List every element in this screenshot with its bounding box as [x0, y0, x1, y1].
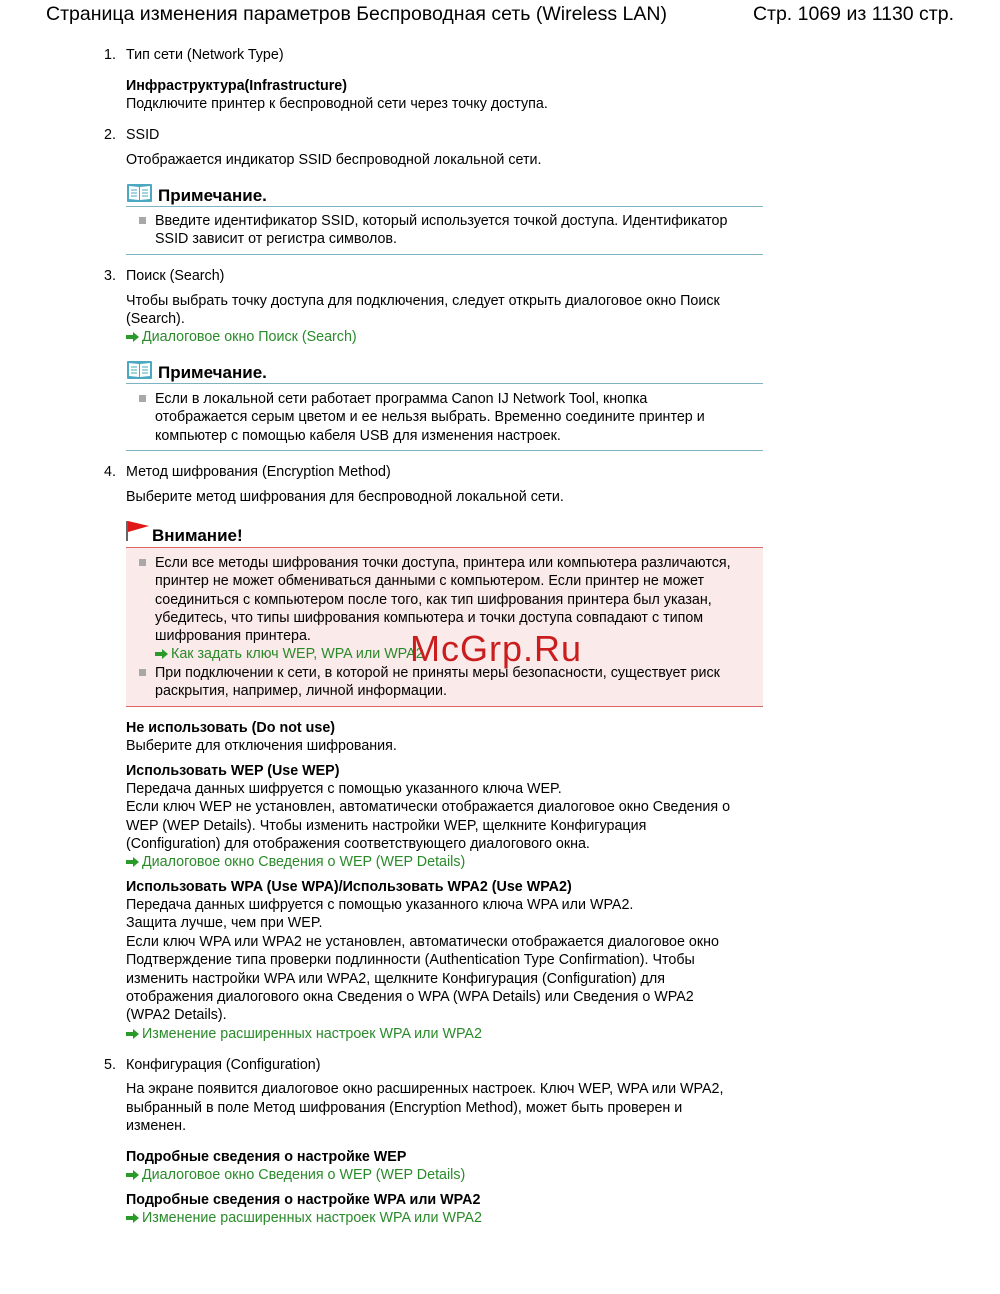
- caution-text-line: шифрования принтера.: [155, 628, 311, 644]
- item-text-line: На экране появится диалоговое окно расширенных настроек. Ключ WEP, WPA или WPA2,: [126, 1081, 724, 1097]
- item-text-line: Чтобы выбрать точку доступа для подключения, следует открыть диалоговое окно Поиск: [126, 293, 720, 309]
- option-title-use-wpa: Использовать WPA (Use WPA)/Использовать WPA2 (Use WPA2): [126, 879, 572, 895]
- option-text: (Configuration) для отображения соответствующего диалогового окна.: [126, 836, 590, 852]
- link-text: Как задать ключ WEP, WPA или WPA2: [171, 646, 424, 662]
- item-text: Отображается индикатор SSID беспроводной локальной сети.: [126, 152, 542, 168]
- note-text-line: SSID зависит от регистра символов.: [155, 231, 397, 247]
- page-title: Страница изменения параметров Беспроводная сеть (Wireless LAN): [46, 3, 667, 25]
- book-icon: [126, 360, 153, 385]
- option-text: Выберите для отключения шифрования.: [126, 738, 397, 754]
- option-text: (WPA2 Details).: [126, 1007, 227, 1023]
- bullet-icon: [139, 669, 146, 676]
- link-wep-details[interactable]: [126, 853, 465, 872]
- option-text: Если ключ WEP не установлен, автоматически отображается диалоговое окно Сведения о: [126, 799, 731, 815]
- link-text: Диалоговое окно Сведения о WEP (WEP Details): [142, 854, 466, 870]
- option-text: отображения диалогового окна Сведения о WPA (WPA Details) или Сведения о WPA2: [126, 989, 694, 1005]
- option-text: изменить настройки WPA или WPA2, щелкните Конфигурация (Configuration) для: [126, 971, 665, 987]
- item-text-line: (Search).: [126, 311, 185, 327]
- option-title-use-wep: Использовать WEP (Use WEP): [126, 763, 340, 779]
- note-heading: [126, 360, 267, 385]
- item-title-configuration: Конфигурация (Configuration): [126, 1057, 321, 1073]
- link-wep-details[interactable]: [126, 1166, 465, 1185]
- option-text: Передача данных шифруется с помощью указанного ключа WEP.: [126, 781, 562, 797]
- note-rule-bottom: [126, 450, 763, 451]
- arrow-right-icon: [126, 854, 139, 864]
- caution-heading: [126, 520, 243, 547]
- item-text: Выберите метод шифрования для беспроводной локальной сети.: [126, 489, 564, 505]
- caution-text-line: Если все методы шифрования точки доступа, принтера или компьютера различаются,: [155, 555, 731, 571]
- caution-heading-text: Внимание!: [152, 526, 243, 545]
- bullet-icon: [139, 559, 146, 566]
- details-title-wpa: Подробные сведения о настройке WPA или WPA2: [126, 1192, 481, 1208]
- note-text-line: отображается серым цветом и ее нельзя выбрать. Временно соедините принтер и: [155, 409, 705, 425]
- option-text: Передача данных шифруется с помощью указанного ключа WPA или WPA2.: [126, 897, 634, 913]
- caution-text-line: принтер не может обмениваться данными с компьютером. Если принтер не может: [155, 573, 705, 589]
- caution-text-line: раскрытия, например, личной информации.: [155, 683, 447, 699]
- note-rule-top: [126, 206, 763, 207]
- item-text-line: изменен.: [126, 1118, 187, 1134]
- item-number: 5.: [104, 1057, 116, 1073]
- option-title-do-not-use: Не использовать (Do not use): [126, 720, 336, 736]
- option-title-infrastructure: Инфраструктура(Infrastructure): [126, 78, 347, 94]
- option-text: Защита лучше, чем при WEP.: [126, 915, 323, 931]
- note-heading-text: Примечание.: [158, 363, 267, 382]
- page-counter: Стр. 1069 из 1130 стр.: [752, 3, 954, 25]
- flag-icon: [126, 520, 150, 547]
- details-title-wep: Подробные сведения о настройке WEP: [126, 1149, 407, 1165]
- bullet-icon: [139, 395, 146, 402]
- note-heading: [126, 183, 267, 208]
- arrow-right-icon: [126, 1210, 139, 1220]
- link-set-key[interactable]: [155, 645, 424, 664]
- arrow-right-icon: [126, 1167, 139, 1177]
- link-text: Изменение расширенных настроек WPA или WPA2: [142, 1026, 482, 1042]
- caution-text-line: При подключении к сети, в которой не приняты меры безопасности, существует риск: [155, 665, 720, 681]
- arrow-right-icon: [126, 1026, 139, 1036]
- note-text-line: компьютер с помощью кабеля USB для изменения настроек.: [155, 428, 561, 444]
- note-rule-bottom: [126, 254, 763, 255]
- option-text: WEP (WEP Details). Чтобы изменить настройки WEP, щелкните Конфигурация: [126, 818, 647, 834]
- bullet-icon: [139, 217, 146, 224]
- link-search-dialog[interactable]: [126, 328, 357, 347]
- link-text: Изменение расширенных настроек WPA или WPA2: [142, 1210, 482, 1226]
- caution-text-line: соединиться с компьютером после того, как тип шифрования принтера был указан,: [155, 592, 712, 608]
- note-text-line: Если в локальной сети работает программа Canon IJ Network Tool, кнопка: [155, 391, 648, 407]
- item-title-search: Поиск (Search): [126, 268, 225, 284]
- item-title-ssid: SSID: [126, 127, 160, 143]
- watermark: McGrp.Ru: [410, 628, 583, 669]
- link-text: Диалоговое окно Поиск (Search): [142, 329, 357, 345]
- note-text-line: Введите идентификатор SSID, который используется точкой доступа. Идентификатор: [155, 213, 728, 229]
- item-number: 1.: [104, 47, 116, 63]
- item-number: 4.: [104, 464, 116, 480]
- note-rule-top: [126, 383, 763, 384]
- item-title-encryption: Метод шифрования (Encryption Method): [126, 464, 391, 480]
- link-text: Диалоговое окно Сведения о WEP (WEP Details): [142, 1167, 466, 1183]
- link-wpa-advanced[interactable]: [126, 1209, 482, 1228]
- arrow-right-icon: [126, 329, 139, 339]
- caution-text-line: убедитесь, что типы шифрования компьютера и точки доступа совпадают с типом: [155, 610, 704, 626]
- item-number: 3.: [104, 268, 116, 284]
- link-wpa-advanced[interactable]: [126, 1025, 482, 1044]
- arrow-right-icon: [155, 646, 168, 656]
- note-heading-text: Примечание.: [158, 186, 267, 205]
- item-number: 2.: [104, 127, 116, 143]
- option-text: Если ключ WPA или WPA2 не установлен, автоматически отображается диалоговое окно: [126, 934, 719, 950]
- item-text-line: выбранный в поле Метод шифрования (Encryption Method), может быть проверен и: [126, 1100, 683, 1116]
- item-title-network-type: Тип сети (Network Type): [126, 47, 284, 63]
- option-text: Подключите принтер к беспроводной сети через точку доступа.: [126, 96, 548, 112]
- option-text: Подтверждение типа проверки подлинности (Authentication Type Confirmation). Чтобы: [126, 952, 695, 968]
- book-icon: [126, 183, 153, 208]
